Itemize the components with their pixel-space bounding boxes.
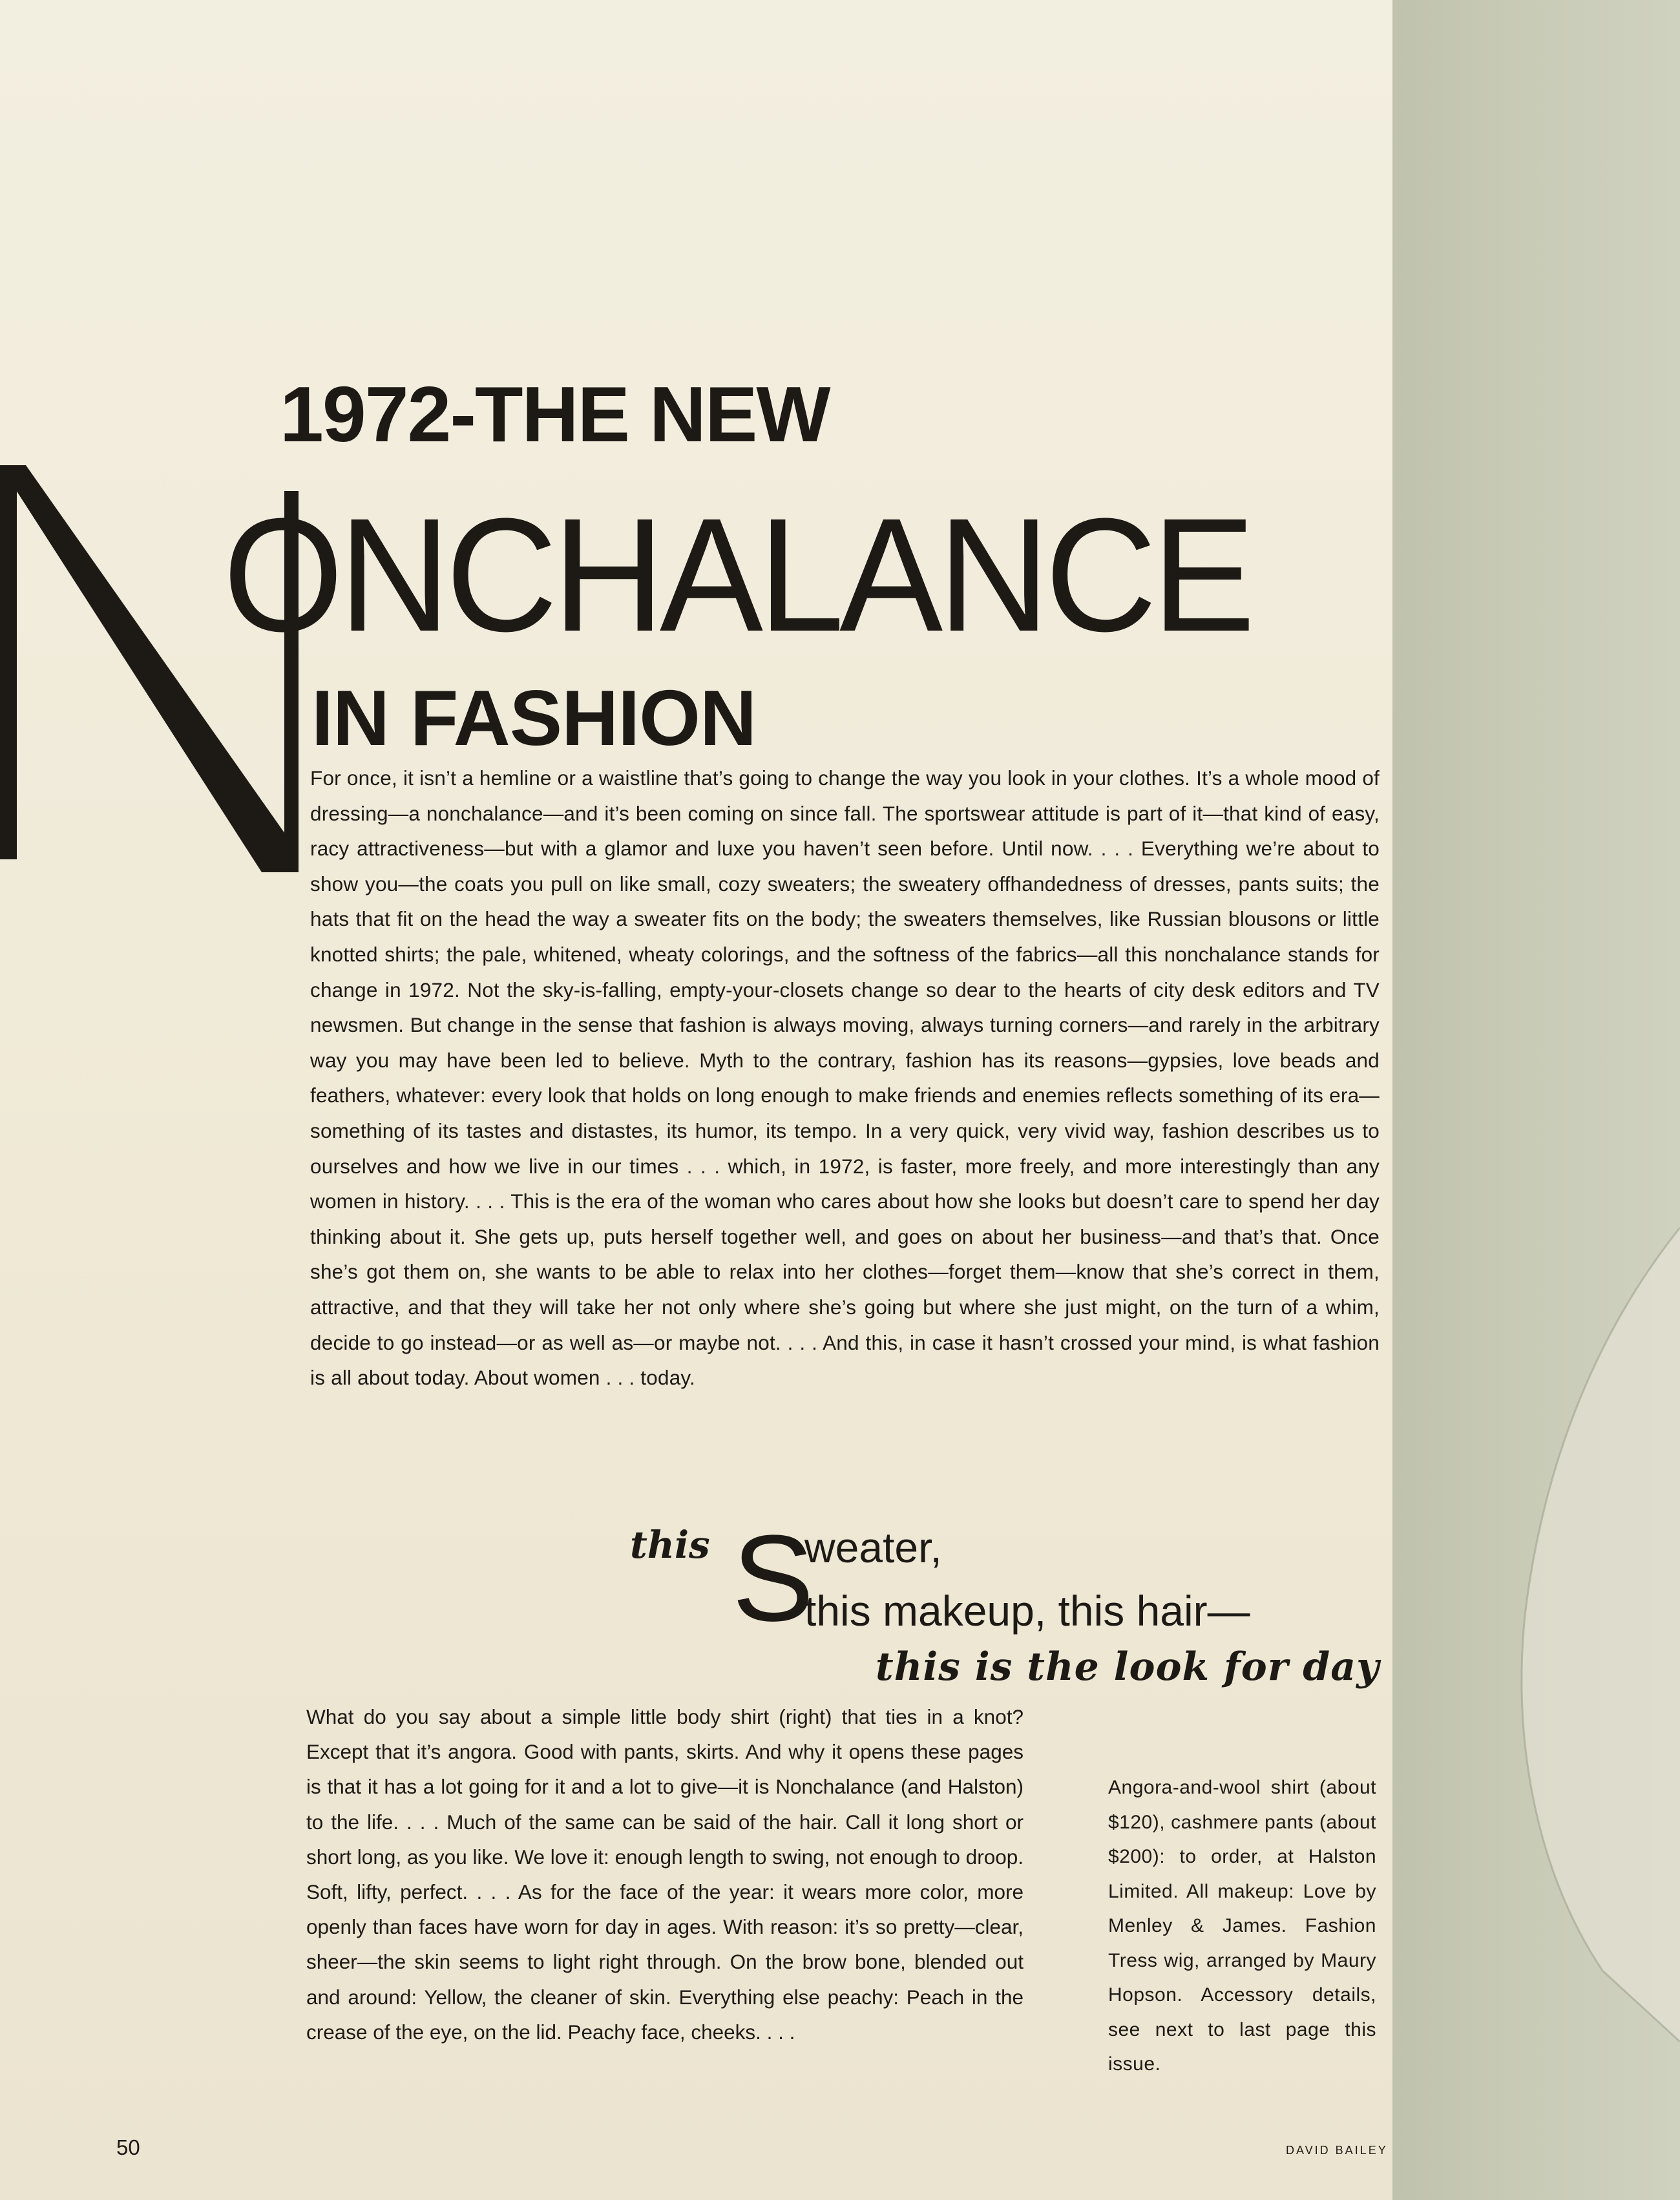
photo-shoulder-curve <box>1389 0 1680 2200</box>
section-head-big-s: S <box>732 1510 814 1647</box>
kicker-title: 1972-THE NEW <box>280 370 830 458</box>
headline: ONCHALANCE <box>223 485 1251 665</box>
column-paragraph: What do you say about a simple little body shirt (right) that ties in a knot? Except that it’s angora. Good with pants, skirts. And why it opens these pages is that it has a lot going for it and a lot to give—it is Nonchalance (and Halston) to the life. . . . Much of the same can be said of the hair. Call it long short or short long, as you like. We love it: enough length to swing, not enough to droop. Soft, lifty, perfect. . . . As for the face of the year: it wears more color, more openly than faces have worn for day in ages. With reason: it’s so pretty—clear, sheer—the skin seems to light right through. On the brow bone, blended out and around: Yellow, the cleaner of skin. Everything else peachy: Peach in the crease of the eye, on the lid. Peachy face, cheeks. . . . <box>306 1705 1024 2044</box>
intro-text <box>310 760 1380 1396</box>
section-head-line2: this makeup, this hair— <box>804 1587 1250 1635</box>
section-head-this: this <box>630 1523 710 1567</box>
section-head-line3: this is the look for day <box>876 1644 1380 1690</box>
intro-paragraph: For once, it isn’t a hemline or a waistline that’s going to change the way you look in your clothes. It’s a whole mood of dressing—a nonchalance—and it’s been coming on since fall. The sportswear attitude is part of it—that kind of easy, racy attractiveness—but with a glamor and luxe you haven’t seen before. Until now. . . . Everything we’re about to show you—the coats you pull on like small, cozy sweaters; the sweatery offhandedness of dresses, pants suits; the hats that fit on the head the way a sweater fits on the body; the sweaters themselves, like Russian blousons or little knotted shirts; the pale, whitened, wheaty colorings, and the softness of the fabrics—all this nonchalance stands for change in 1972. Not the sky-is-falling, empty-your-closets change so dear to the hearts of city desk editors and TV newsmen. But change in the sense that fashion is always moving, always turning corners—and rarely in the arbitrary way you may have been led to believe. Myth to the contrary, fashion has its reasons—gypsies, love beads and feathers, whatever: every look that holds on long enough to make friends and enemies reflects something of its era—something of its tastes and distastes, its humor, its tempo. In a very quick, very vivid way, fashion describes us to ourselves and how we live in our times . . . which, in 1972, is faster, more freely, and more interestingly than any women in history. . . . This is the era of the woman who cares about how she looks but doesn’t care to spend her day thinking about it. She gets up, puts herself together well, and goes on about her business—and that’s that. Once she’s got them on, she wants to be able to relax into her clothes—forget them—know that she’s correct in them, attractive, and that they will take her not only where she’s going but where she just might, on the turn of a whim, decide to go instead—or as well as—or maybe not. . . . And this, in case it hasn’t crossed your mind, is what fashion is all about today. About women . . . today. <box>310 766 1380 1390</box>
section-head-weater: weater, <box>804 1524 942 1571</box>
photo-credit: DAVID BAILEY <box>1286 2144 1388 2157</box>
page-number: 50 <box>116 2135 140 2159</box>
subhead: IN FASHION <box>311 674 757 762</box>
column-text <box>306 1699 1024 2049</box>
caption-text: Angora-and-wool shirt (about $120), cashmere pants (about $200): to order, at Halston Limited. All makeup: Love by Menley & James. Fashion Tress wig, arranged by Maury Hopson. Accessory details, see next to last page this issue. <box>1108 1777 1376 2075</box>
caption <box>1108 1770 1376 2082</box>
